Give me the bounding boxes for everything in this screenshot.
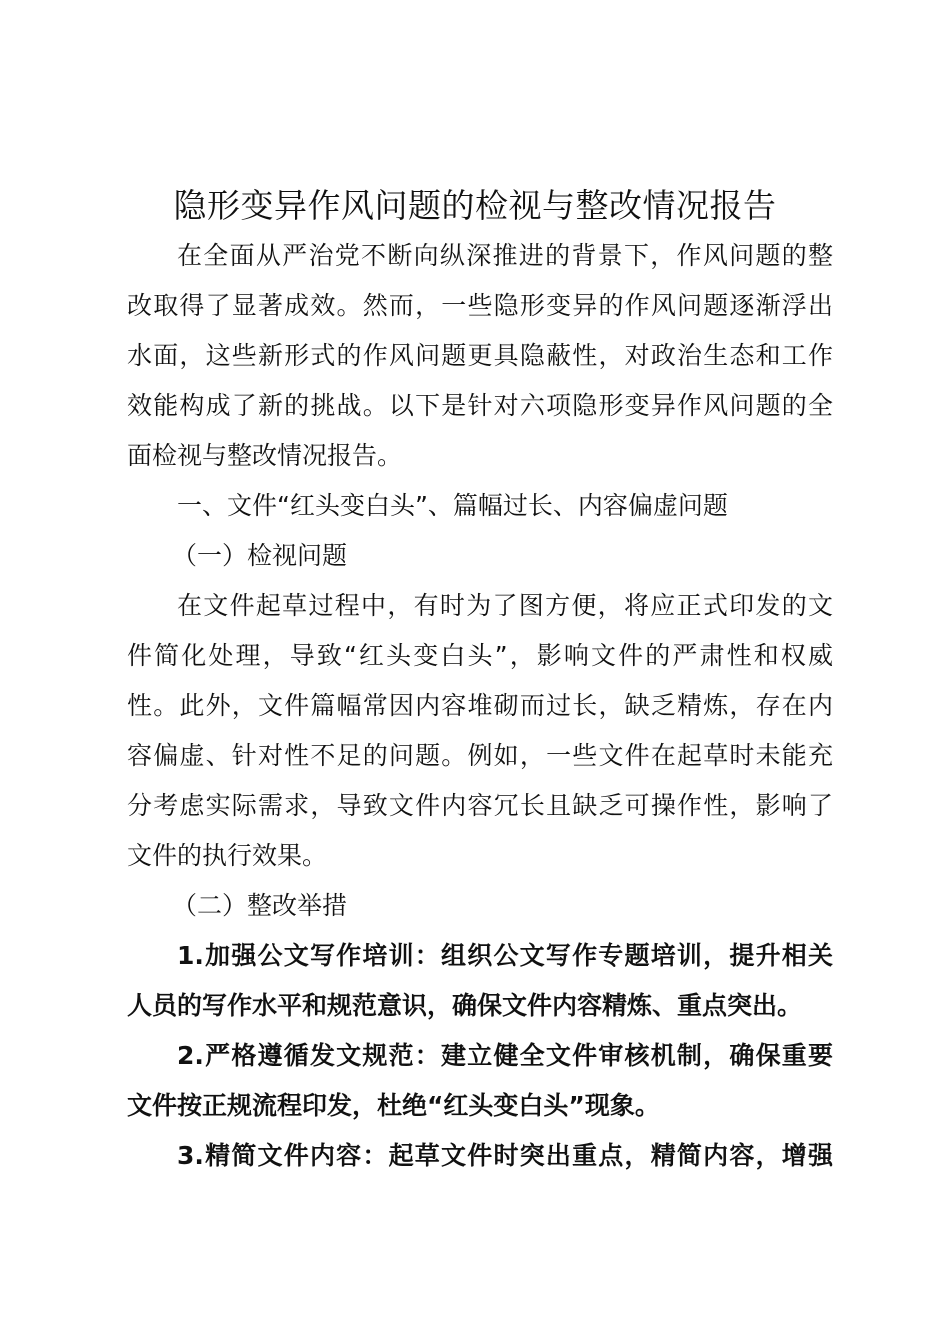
measure-line: 1.加强公文写作培训：组织公文写作专题培训，提升相关 [177,941,833,970]
review-line: 文件的执行效果。 [127,841,328,870]
review-line: 件简化处理，导致“红头变白头”，影响文件的严肃性和权威 [127,641,833,670]
measure-line: 3.精简文件内容：起草文件时突出重点，精简内容，增强 [177,1141,833,1170]
measure-line: 文件按正规流程印发，杜绝“红头变白头”现象。 [127,1091,660,1120]
intro-line: 水面，这些新形式的作风问题更具隐蔽性，对政治生态和工作 [127,341,833,370]
document-title: 隐形变异作风问题的检视与整改情况报告 [173,186,777,225]
intro-line: 面检视与整改情况报告。 [127,441,403,470]
intro-line: 改取得了显著成效。然而，一些隐形变异的作风问题逐渐浮出 [127,291,833,320]
subsection-heading-review: （一）检视问题 [172,541,348,570]
review-line: 在文件起草过程中，有时为了图方便，将应正式印发的文 [177,591,833,620]
measure-line: 人员的写作水平和规范意识，确保文件内容精炼、重点突出。 [127,991,803,1020]
review-line: 分考虑实际需求，导致文件内容冗长且缺乏可操作性，影响了 [127,791,833,820]
document-body [127,231,833,1181]
review-paragraph [127,581,833,881]
intro-paragraph [127,231,833,481]
intro-line: 在全面从严治党不断向纵深推进的背景下，作风问题的整 [177,241,833,270]
measure-item [127,1131,833,1181]
measure-item [127,1031,833,1131]
review-line: 容偏虚、针对性不足的问题。例如，一些文件在起草时未能充 [127,741,833,770]
subsection-heading-measures: （二）整改举措 [172,891,348,920]
measure-item [127,931,833,1031]
measure-line: 2.严格遵循发文规范：建立健全文件审核机制，确保重要 [177,1041,833,1070]
section-heading: 一、文件“红头变白头”、篇幅过长、内容偏虚问题 [177,491,728,520]
review-line: 性。此外，文件篇幅常因内容堆砌而过长，缺乏精炼，存在内 [127,691,833,720]
intro-line: 效能构成了新的挑战。以下是针对六项隐形变异作风问题的全 [127,391,833,420]
